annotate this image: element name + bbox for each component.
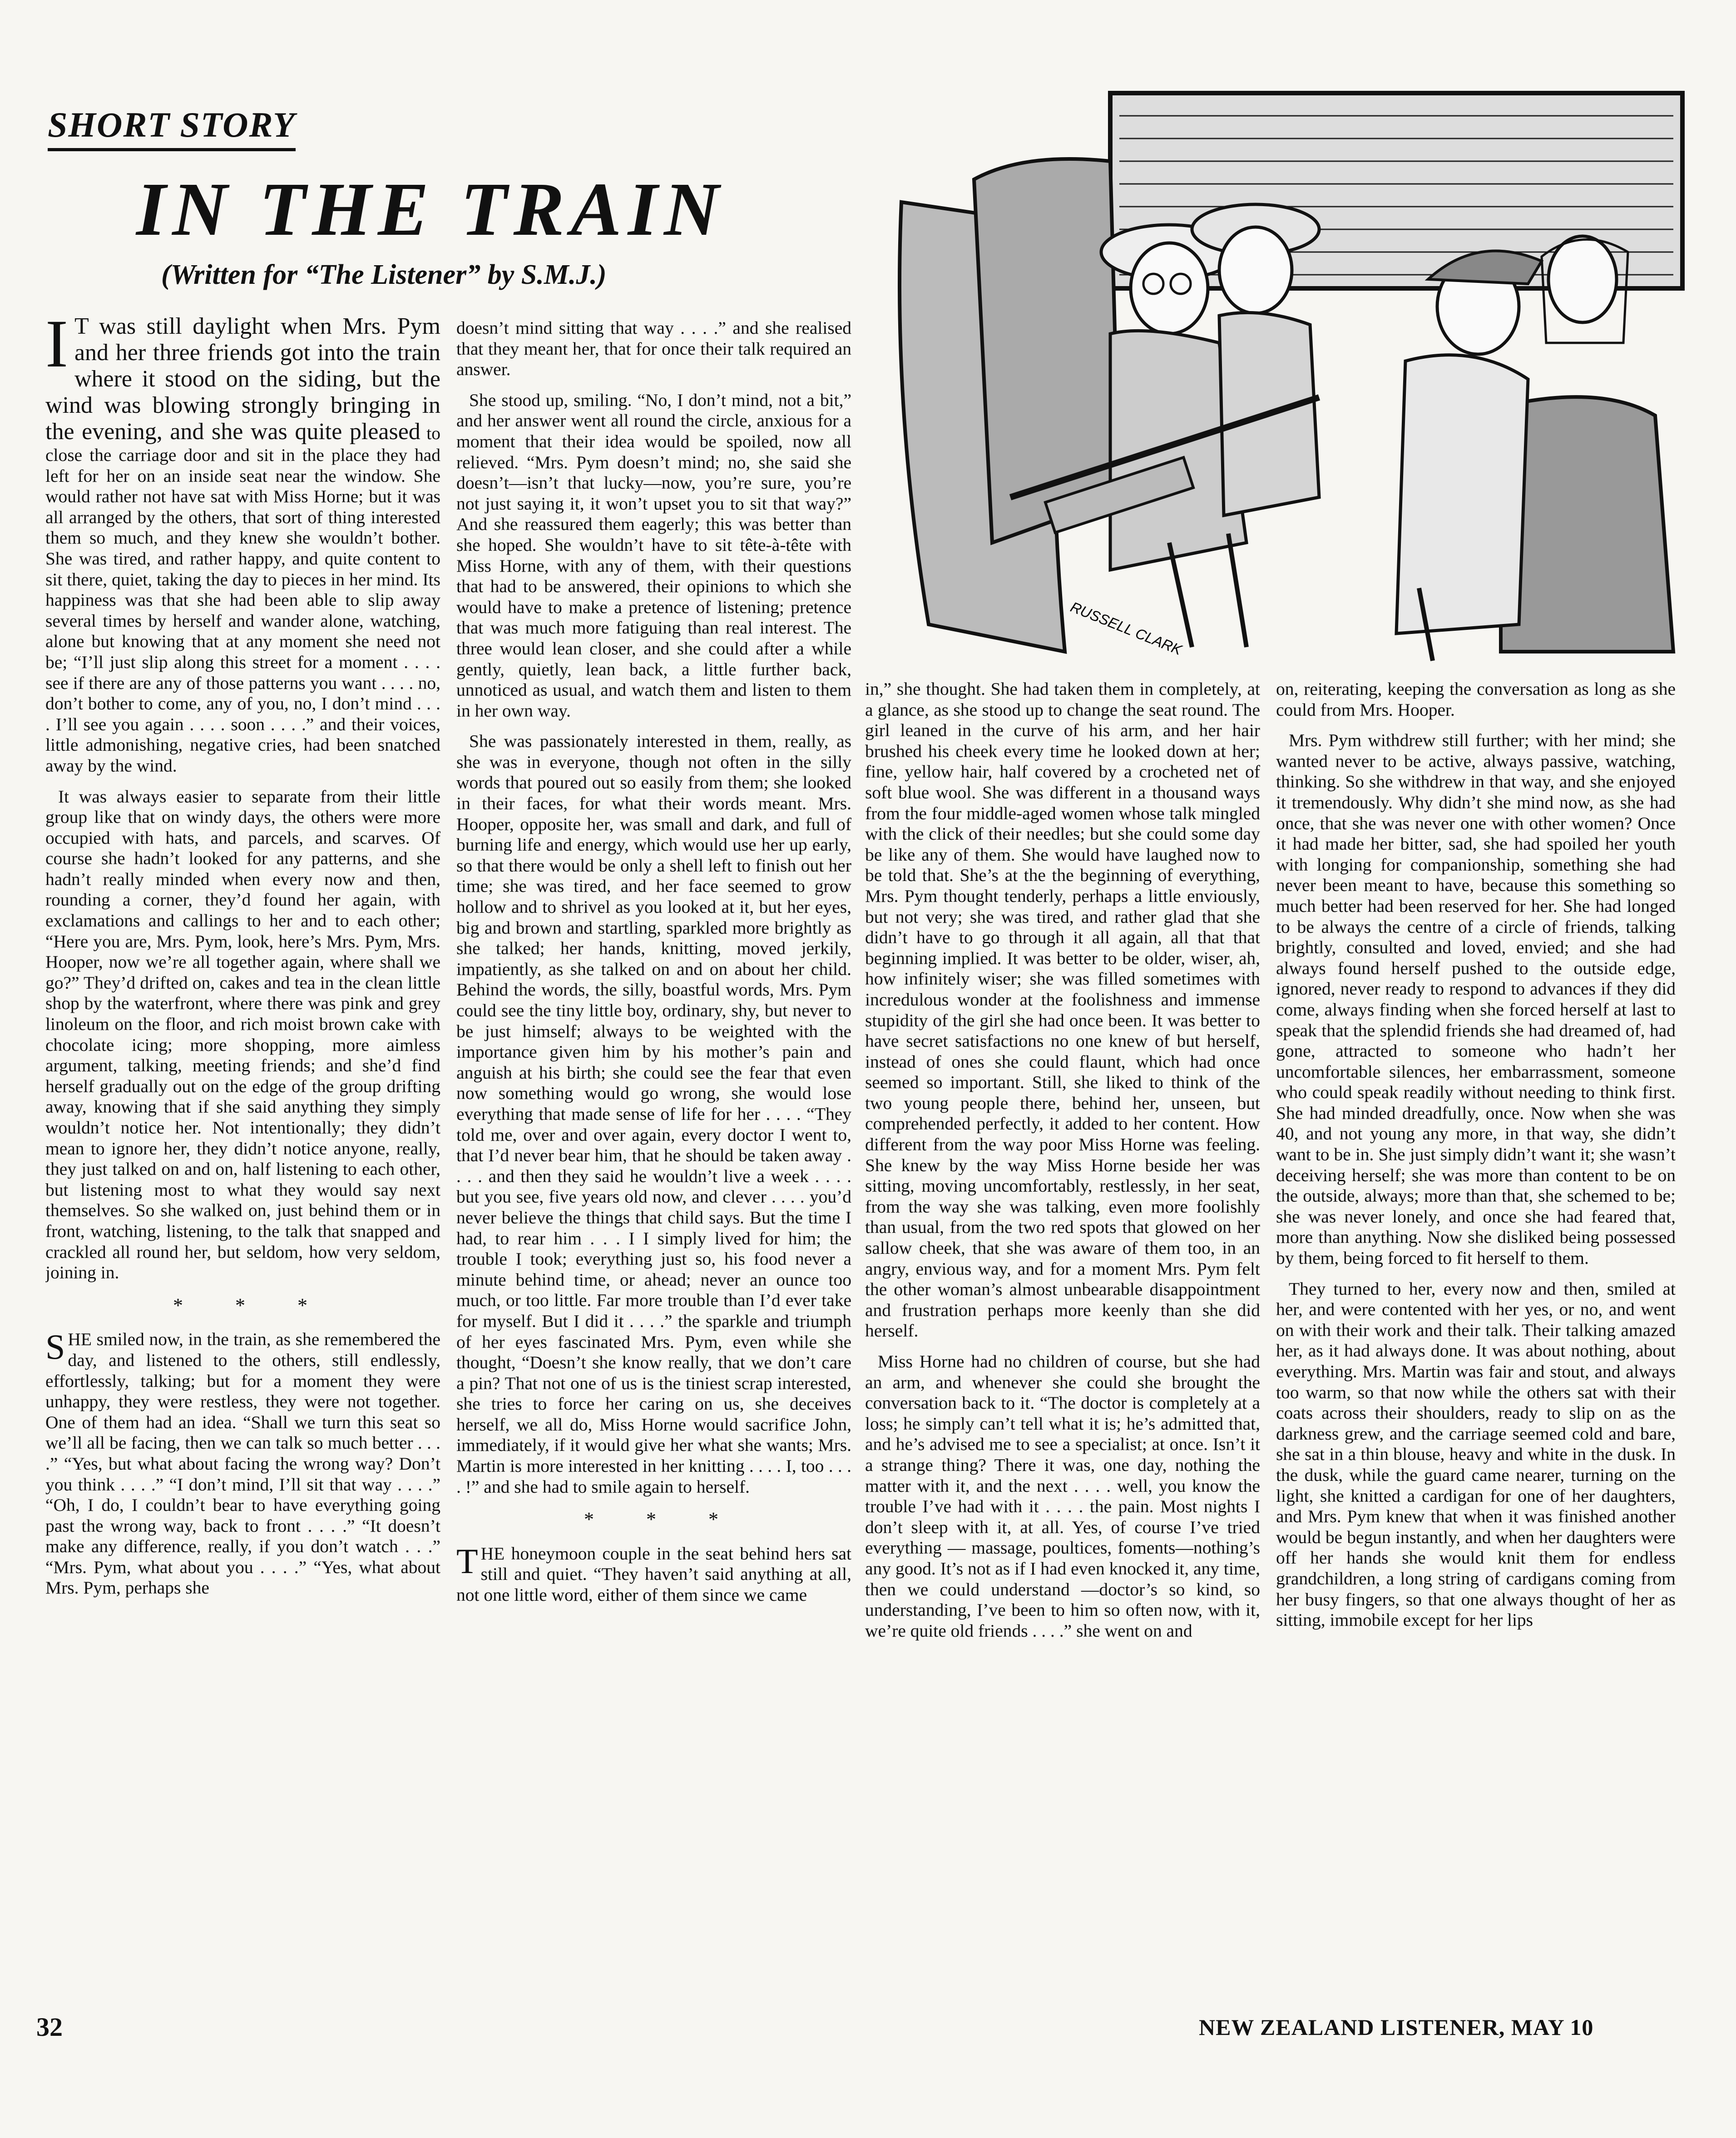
drop-cap-I: I	[45, 313, 68, 381]
paragraph: She stood up, smiling. “No, I don’t mind, not a bit,” and her answer went all round the circle, anxious for a moment that their idea would be spoiled, now all relieved. “Mrs. Pym doesn’t mind; no, she said she doesn’t—isn’t that lucky—now, you’re sure, you’re not just saying it, it won’t upset you to sit that way?” And she reassured them eagerly; this was better than she hoped. She wouldn’t have to sit tête-à-tête with Miss Horne, with any of them, with their questions that had to be answered, their opinions to which she would have to make a pretence of listening; pretence that was much more fatiguing than real interest. The three would lean closer, and she could after a while gently, quietly, lean back, a little further back, unnoticed as usual, and watch them and listen to them in her own way.	[456, 390, 851, 721]
column-4	[1276, 679, 1676, 1996]
publication-footer: NEW ZEALAND LISTENER, MAY 10	[1199, 2014, 1594, 2040]
paragraph: on, reiterating, keeping the conversation as long as she could from Mrs. Hooper.	[1276, 679, 1676, 720]
initial-cap-T: T	[456, 1541, 478, 1581]
train-illustration	[874, 89, 1694, 665]
story-title: IN THE TRAIN	[136, 167, 726, 252]
section-break: * * *	[584, 1508, 742, 1531]
paragraph: It was always easier to separate from their little group like that on windy days, the others were more occupied with hats, and parcels, and scarves. Of course she hadn’t looked for any patterns, and she hadn’t really minded when every now and then, rounding a corner, they’d found her again, with exclamations and callings to her and to each other; “Here you are, Mrs. Pym, look, here’s Mrs. Pym, Mrs. Hooper, now we’re all together again, where shall we go?” They’d drifted on, cakes and tea in the clean little shop by the waterfront, where there was pink and grey linoleum on the floor, and rich moist brown cake with chocolate icing; more shopping, more aimless argument, talking, meeting friends; and she’d find herself gradually out on the edge of the group drifting away, knowing that if she said anything they simply wouldn’t notice her. Not intentionally; they didn’t mean to ignore her, they didn’t notice anyone, really, they just talked on and on, half listening to each other, but listening most to what they would say next themselves. So she walked on, just behind them or in front, watching, listening, to the talk that snapped and crackled all round her, but seldom, how very seldom, joining in.	[45, 786, 440, 1283]
paragraph: She was passionately interested in them, really, as she was in everyone, though not often in the silly words that poured out so easily from them; she looked in their faces, for what their words meant. Mrs. Hooper, opposite her, was small and dark, and full of burning life and energy, which would use her up early, so that there would be only a shell left to finish out her time; she was tired, and her face seemed to grow hollow and to shrivel as you looked at it, but her eyes, big and brown and startling, sparkled more brightly as she talked; her hands, knitting, moved jerkily, impatiently, as she talked on and on about her child. Behind the words, the silly, boastful words, Mrs. Pym could see the tiny little boy, ordinary, shy, but never to be just himself; always to be weighted with the importance given him by his mother’s pain and anguish at his birth; she could see the fear that even now something would go wrong, she would lose everything that made sense of life for her . . . . “They told me, over and over again, every doctor I went to, that I’d never bear him, that he should be taken away . . . . and then they said he wouldn’t live a week . . . . but you see, five years old now, and clever . . . . you’d never believe the things that child says. But the time I had, to rear him . . . I I simply lived for him; the trouble I took; everything just so, his food never a minute behind time, or ahead; never an ounce too much, or too little. Far more trouble than I’d ever take for myself. But I did it . . . .” the sparkle and triumph of her eyes fascinated Mrs. Pym, even while she thought, “Doesn’t she know really, that we don’t care a pin? That not one of us is the tiniest scrap interested, she tries to force her caring on us, she deceives herself, we all do, Miss Horne would sacrifice John, immediately, if it would give her what she wants; Mrs. Martin is more interested in her knitting . . . . I, too . . . . !” and she had to smile again to herself.	[456, 731, 851, 1497]
initial-cap-S: S	[45, 1327, 65, 1367]
paragraph: doesn’t mind sitting that way . . . .” and she realised that they meant her, that for once their talk required an answer.	[456, 318, 851, 380]
paragraph: Mrs. Pym withdrew still further; with her mind; she wanted never to be active, always passive, watching, thinking. So she withdrew in that way, and she enjoyed it tremendously. Why didn’t she mind now, as she had once, that she was never one with other women? Once it had made her bitter, sad, she had spoiled her youth with longing for companionship, something she had never been meant to have, because this something so much better had been reserved for her. She had longed to be always the centre of a circle of friends, talking brightly, consulted and loved, envied; and she had always found herself pushed to the outside edge, ignored, never ready to respond to advances if they did come, always finding when she forced herself at last to speak that the splendid friends she had dreamed of, had gone, attracted to someone who hadn’t her uncomfortable silences, her embarrassment, someone who could speak readily without needing to think first. She had minded dreadfully, once. Now when she was 40, and not young any more, in that way, she didn’t want to be in. She just simply didn’t want it; she wasn’t deceiving herself; she was more than content to be on the outside, always; more than that, she schemed to be; she was never lonely, and once she had feared that, more than anything. Now she disliked being possessed by them, being forced to fit herself to them.	[1276, 730, 1676, 1268]
paragraph: Miss Horne had no children of course, but she had an arm, and whenever she could she brought the conversation back to it. “The doctor is completely at a loss; he simply can’t tell what it is; he’s admitted that, and he’s advised me to see a specialist; at once. Isn’t it a strange thing? There it was, one day, nothing the matter with it, and the next . . . . well, you know the trouble I’ve had with it . . . . the pain. Most nights I don’t sleep with it, at all. Yes, of course I’ve tried everything — massage, poultices, foments—nothing’s any good. It’s not as if I had even knocked it, any time, then we could understand —doctor’s so kind, so understanding, I’ve been to him so often now, with it, we’re quite old friends . . . .” she went on and	[865, 1351, 1260, 1641]
section-break: * * *	[173, 1294, 331, 1316]
byline: (Written for “The Listener” by S.M.J.)	[161, 259, 607, 290]
paragraph: HE honeymoon couple in the seat behind hers sat still and quiet. “They haven’t said anything at all, not one little word, either of them since we came	[456, 1543, 851, 1605]
opening-lines: T was still daylight when Mrs. Pym and her three friends got into the train where it stood on the siding, but the wind was blowing strongly bringing in the evening, and she was quite pleased	[45, 313, 440, 445]
section-label: SHORT STORY	[48, 104, 296, 151]
paragraph: HE smiled now, in the train, as she remembered the day, and listened to the others, still endlessly, effortlessly, talking; but for a moment they were unhappy, they were restless, they were not together. One of them had an idea. “Shall we turn this seat so we’ll all be facing, then we can talk so much better . . . .” “Yes, but what about facing the wrong way? Don’t you think . . . .” “I don’t mind, I’ll sit that way . . . .” “Oh, I do, I couldn’t bear to have everything going past the wrong way, back to front . . . .” “It doesn’t make any difference, really, if you don’t watch . . .” “Mrs. Pym, what about you . . . .” “Yes, what about Mrs. Pym, perhaps she	[45, 1329, 440, 1598]
page-number: 32	[36, 2012, 63, 2042]
column-3	[865, 679, 1260, 1996]
paragraph: in,” she thought. She had taken them in completely, at a glance, as she stood up to change the seat round. The girl leaned in the curve of his arm, and her hair brushed his cheek every time he looked down at her; fine, yellow hair, half covered by a crocheted net of soft blue wool. She was different in a thousand ways from the four middle-aged women whose talk mingled with the click of their needles; but she could some day be like any of them. She would have laughed now to be told that. She’s at the the beginning of everything, Mrs. Pym thought tenderly, perhaps a little enviously, but not very; she was tired, and rather glad that she didn’t have to go through it all again, all that that beginning implied. It was better to be older, wiser, ah, how infinitely wiser; she was filled sometimes with incredulous wonder at the foolishness and immense stupidity of the girl she had once been. It was better to have secret satisfactions no one knew of but herself, instead of ones she could flaunt, which had once seemed so important. Still, she liked to think of the two young people there, behind her, unseen, but comprehended perfectly, it added to her content. How different from the way poor Miss Horne was feeling. She knew by the way Miss Horne beside her was sitting, moving uncomfortably, restlessly, in her seat, from the way she was talking, even more foolishly than usual, from the two red spots that glowed on her sallow cheek, that she was aware of them too, in an angry, envious way, and for a moment Mrs. Pym felt the other woman’s almost unbearable disappointment and frustration perhaps more keenly than she did herself.	[865, 679, 1260, 1341]
paragraph: They turned to her, every now and then, smiled at her, and were contented with her yes, or no, and went on with their work and their talk. Their talking amazed her, as it had always done. It was about nothing, about everything. Mrs. Martin was fair and stout, and always too warm, so that now while the others sat with their coats across their shoulders, ready to slip on as the darkness grew, and the carriage seemed cold and bare, she sat in a thin blouse, heavy and white in the dusk. In the dusk, while the guard came nearer, turning on the light, she knitted a cardigan for one of her daughters, and Mrs. Pym knew that when it was finished another would be begun instantly, and when her daughters were off her hands she would knit them for endless grandchildren, a long string of cardigans coming from her busy fingers, so that one always thought of her as sitting, immobile except for her lips	[1276, 1278, 1676, 1630]
illustration-signature: RUSSELL CLARK	[1068, 599, 1184, 658]
column-1	[45, 313, 440, 1994]
illustration-drawing	[874, 89, 1694, 665]
column-2	[456, 318, 851, 1994]
paragraph: to close the carriage door and sit in the place they had left for her on an inside seat near the window. She would rather not have sat with Miss Horne; but it was all arranged by the others, that sort of thing interested them so much, and they knew she wouldn’t bother. She was tired, and rather happy, and quite content to sit there, quiet, taking the day to pieces in her mind. Its happiness was that she had been able to slip away several times by herself and wander alone, watching, alone but knowing that at any moment she need not be; “I’ll just slip along this street for a moment . . . . see if there are any of those patterns you want . . . . no, don’t bother to come, any of you, no, I don’t mind . . . . I’ll see you again . . . . soon . . . .” and their voices, little admonishing, negative cries, had been snatched away by the wind.	[45, 423, 440, 776]
